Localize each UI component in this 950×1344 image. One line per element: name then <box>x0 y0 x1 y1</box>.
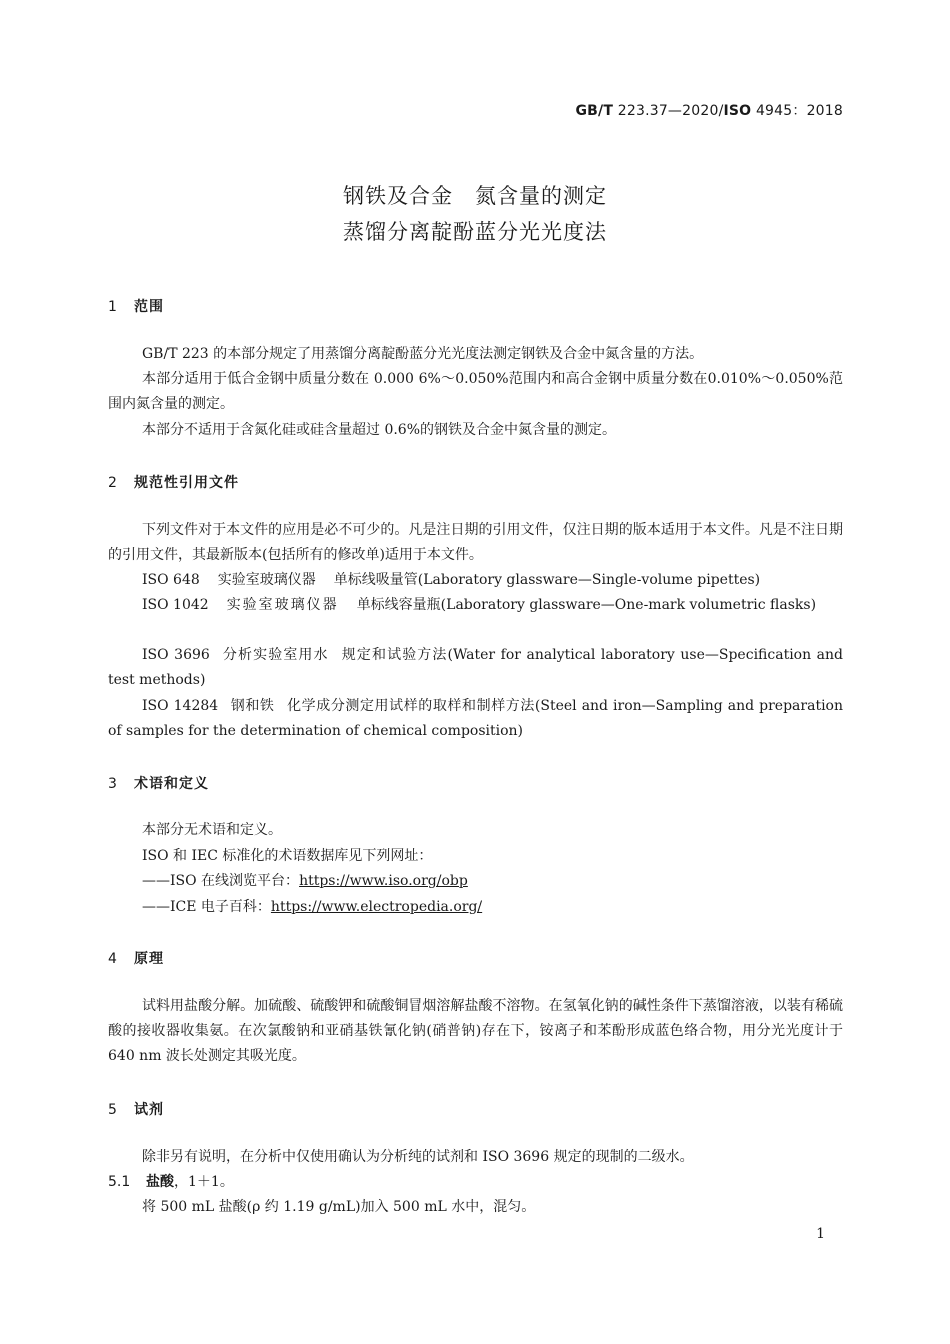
electropedia-link[interactable]: https://www.electropedia.org/ <box>270 899 483 915</box>
iso-obp-link[interactable]: https://www.iso.org/obp <box>299 873 468 889</box>
section-1-para-3: 本部分不适用于含氮化硅或硅含量超过 0.6%的钢铁及合金中氮含量的测定。 <box>142 422 617 438</box>
reference-item <box>108 694 843 744</box>
ref-name: 实验室玻璃仪器 <box>226 597 339 613</box>
ref-name: 钢和铁 <box>230 698 275 714</box>
section-5-para-1: 除非另有说明，在分析中仅使用确认为分析纯的试剂和 ISO 3696 规定的现制的二级水。 <box>142 1149 694 1165</box>
section-5-heading <box>108 1099 164 1119</box>
iso-obp-label: ——ISO 在线浏览平台： <box>142 873 300 889</box>
electropedia-line <box>142 895 482 920</box>
section-3-para-1: 本部分无术语和定义。 <box>142 822 282 838</box>
ref-code: ISO 648 <box>142 572 200 588</box>
reference-item <box>108 643 843 693</box>
section-2-heading <box>108 472 239 492</box>
section-2-para-1: 下列文件对于本文件的应用是必不可少的。凡是注日期的引用文件，仅注日期的版本适用于本文件。凡是不注日期的引用文件，其最新版本(包括所有的修改单)适用于本文件。 <box>108 522 843 563</box>
std-prefix: GB/T <box>575 103 614 119</box>
subclause-title: 盐酸 <box>146 1174 174 1190</box>
section-title: 试剂 <box>134 1102 164 1118</box>
section-number: 3 <box>108 776 117 792</box>
title-line-1: 钢铁及合金 氮含量的测定 <box>343 184 607 208</box>
ref-desc: 化学成分测定用试样的取样和制样方法(Steel and iron—Sampling and preparation of samples for the determination of chemical composition) <box>108 698 843 739</box>
std-part-number: 223.37—2020/ <box>617 103 724 119</box>
section-title: 规范性引用文件 <box>134 475 239 491</box>
section-title: 范围 <box>134 299 164 315</box>
page-number: 1 <box>816 1226 825 1242</box>
section-3-heading <box>108 773 209 793</box>
reference-item <box>108 568 843 593</box>
ref-name: 分析实验室用水 <box>221 647 329 663</box>
standard-number <box>575 100 843 120</box>
section-number: 1 <box>108 299 117 315</box>
ref-code: ISO 3696 <box>142 647 210 663</box>
ref-desc: 单标线吸量管(Laboratory glassware—Single-volume pipettes) <box>333 572 761 588</box>
ref-code: ISO 1042 <box>142 597 209 613</box>
ref-desc: 单标线容量瓶(Laboratory glassware—One-mark volumetric flasks) <box>356 597 817 613</box>
ref-code: ISO 14284 <box>142 698 219 714</box>
section-1-para-2: 本部分适用于低合金钢中质量分数在 0.000 6%～0.050%范围内和高合金钢中质量分数在0.010%～0.050%范围内氮含量的测定。 <box>108 371 843 412</box>
title-line-2: 蒸馏分离靛酚蓝分光光度法 <box>343 220 607 244</box>
subclause-suffix: ，1＋1。 <box>174 1174 234 1190</box>
iso-obp-line <box>142 869 468 894</box>
section-4-para-1: 试料用盐酸分解。加硫酸、硫酸钾和硫酸铜冒烟溶解盐酸不溶物。在氢氧化钠的碱性条件下蒸馏溶液，以装有稀硫酸的接收器收集氨。在次氯酸钠和亚硝基铁氰化钠(硝普钠)存在下，铵离子和苯酚形成蓝色络合物，用分光光度计于 640 nm 波长处测定其吸光度。 <box>108 998 843 1064</box>
subclause-5-1-body: 将 500 mL 盐酸(ρ 约 1.19 g/mL)加入 500 mL 水中，混匀。 <box>142 1199 536 1215</box>
section-number: 5 <box>108 1102 117 1118</box>
section-title: 原理 <box>134 951 164 967</box>
section-number: 4 <box>108 951 117 967</box>
std-iso-number: 4945：2018 <box>755 103 843 119</box>
electropedia-label: ——ICE 电子百科： <box>142 899 271 915</box>
ref-desc: 规定和试验方法(Water for analytical laboratory use—Specification and test methods) <box>108 647 843 688</box>
reference-item <box>108 593 843 618</box>
section-number: 2 <box>108 475 117 491</box>
std-iso: ISO <box>723 103 752 119</box>
section-1-heading <box>108 296 164 316</box>
subclause-number: 5.1 <box>108 1174 131 1190</box>
section-1-para-1: GB/T 223 的本部分规定了用蒸馏分离靛酚蓝分光光度法测定钢铁及合金中氮含量的方法。 <box>142 346 704 362</box>
ref-name: 实验室玻璃仪器 <box>217 572 316 588</box>
section-4-heading <box>108 948 164 968</box>
section-title: 术语和定义 <box>134 776 209 792</box>
subclause-5-1-heading <box>108 1170 234 1195</box>
section-3-para-2: ISO 和 IEC 标准化的术语数据库见下列网址： <box>142 848 433 864</box>
